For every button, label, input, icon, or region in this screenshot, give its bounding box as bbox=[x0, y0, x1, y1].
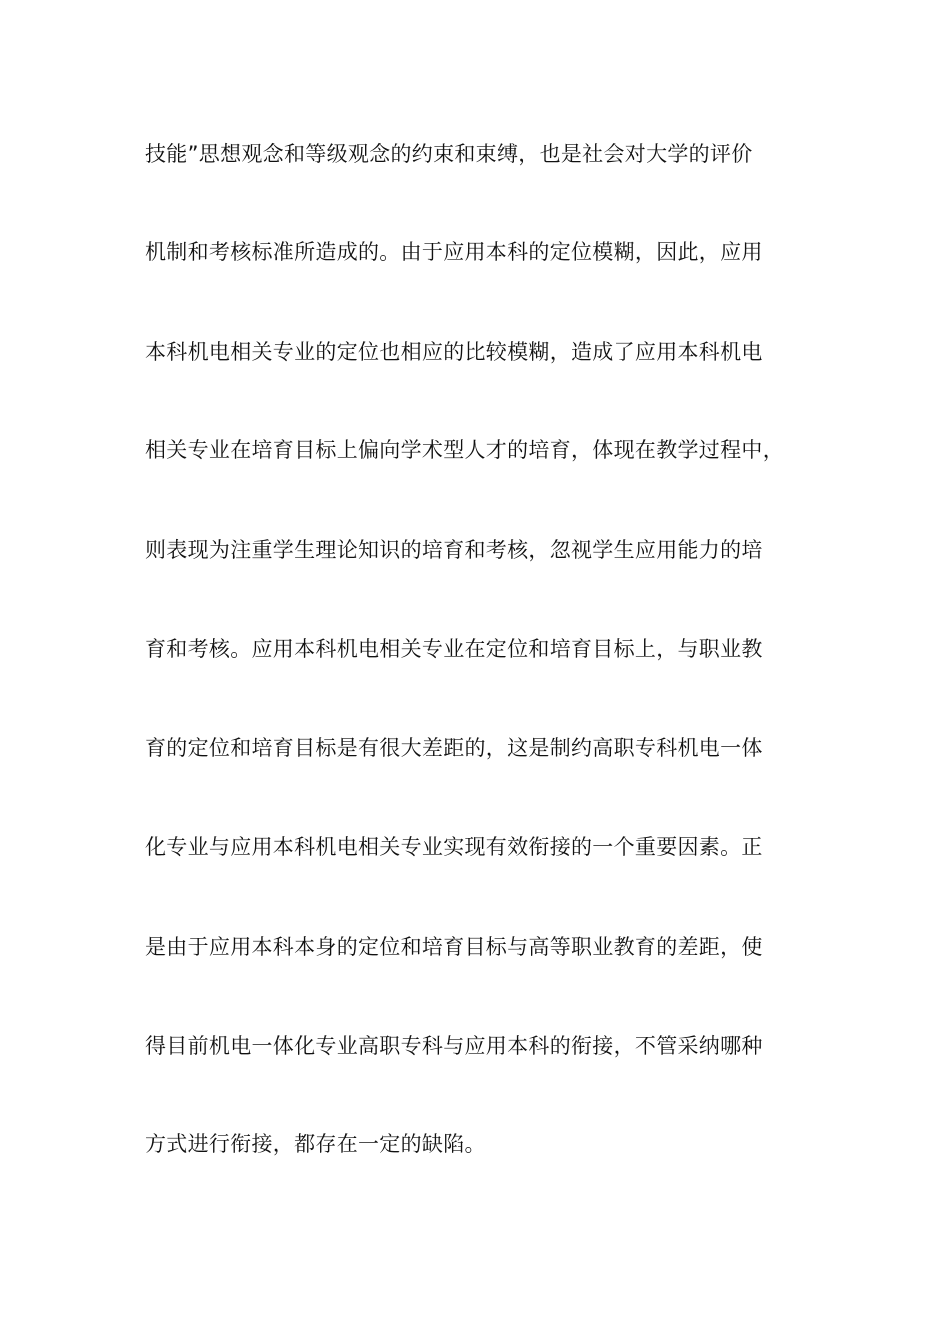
paragraph-line: 则表现为注重学生理论知识的培育和考核，忽视学生应用能力的培 bbox=[145, 538, 763, 562]
paragraph-line: 相关专业在培育目标上偏向学术型人才的培育，体现在教学过程中， bbox=[145, 438, 784, 462]
paragraph-line: 技能”思想观念和等级观念的约束和束缚，也是社会对大学的评价 bbox=[145, 142, 753, 166]
paragraph-line: 得目前机电一体化专业高职专科与应用本科的衔接，不管采纳哪种 bbox=[145, 1034, 763, 1058]
paragraph-line: 机制和考核标准所造成的。由于应用本科的定位模糊，因此，应用 bbox=[145, 240, 763, 264]
paragraph-line: 方式进行衔接，都存在一定的缺陷。 bbox=[145, 1132, 486, 1156]
paragraph-line: 化专业与应用本科机电相关专业实现有效衔接的一个重要因素。正 bbox=[145, 835, 763, 859]
paragraph-line: 育和考核。应用本科机电相关专业在定位和培育目标上，与职业教 bbox=[145, 637, 763, 661]
paragraph-line: 本科机电相关专业的定位也相应的比较模糊，造成了应用本科机电 bbox=[145, 340, 763, 364]
paragraph-line: 育的定位和培育目标是有很大差距的，这是制约高职专科机电一体 bbox=[145, 736, 763, 760]
paragraph-line: 是由于应用本科本身的定位和培育目标与高等职业教育的差距，使 bbox=[145, 935, 763, 959]
